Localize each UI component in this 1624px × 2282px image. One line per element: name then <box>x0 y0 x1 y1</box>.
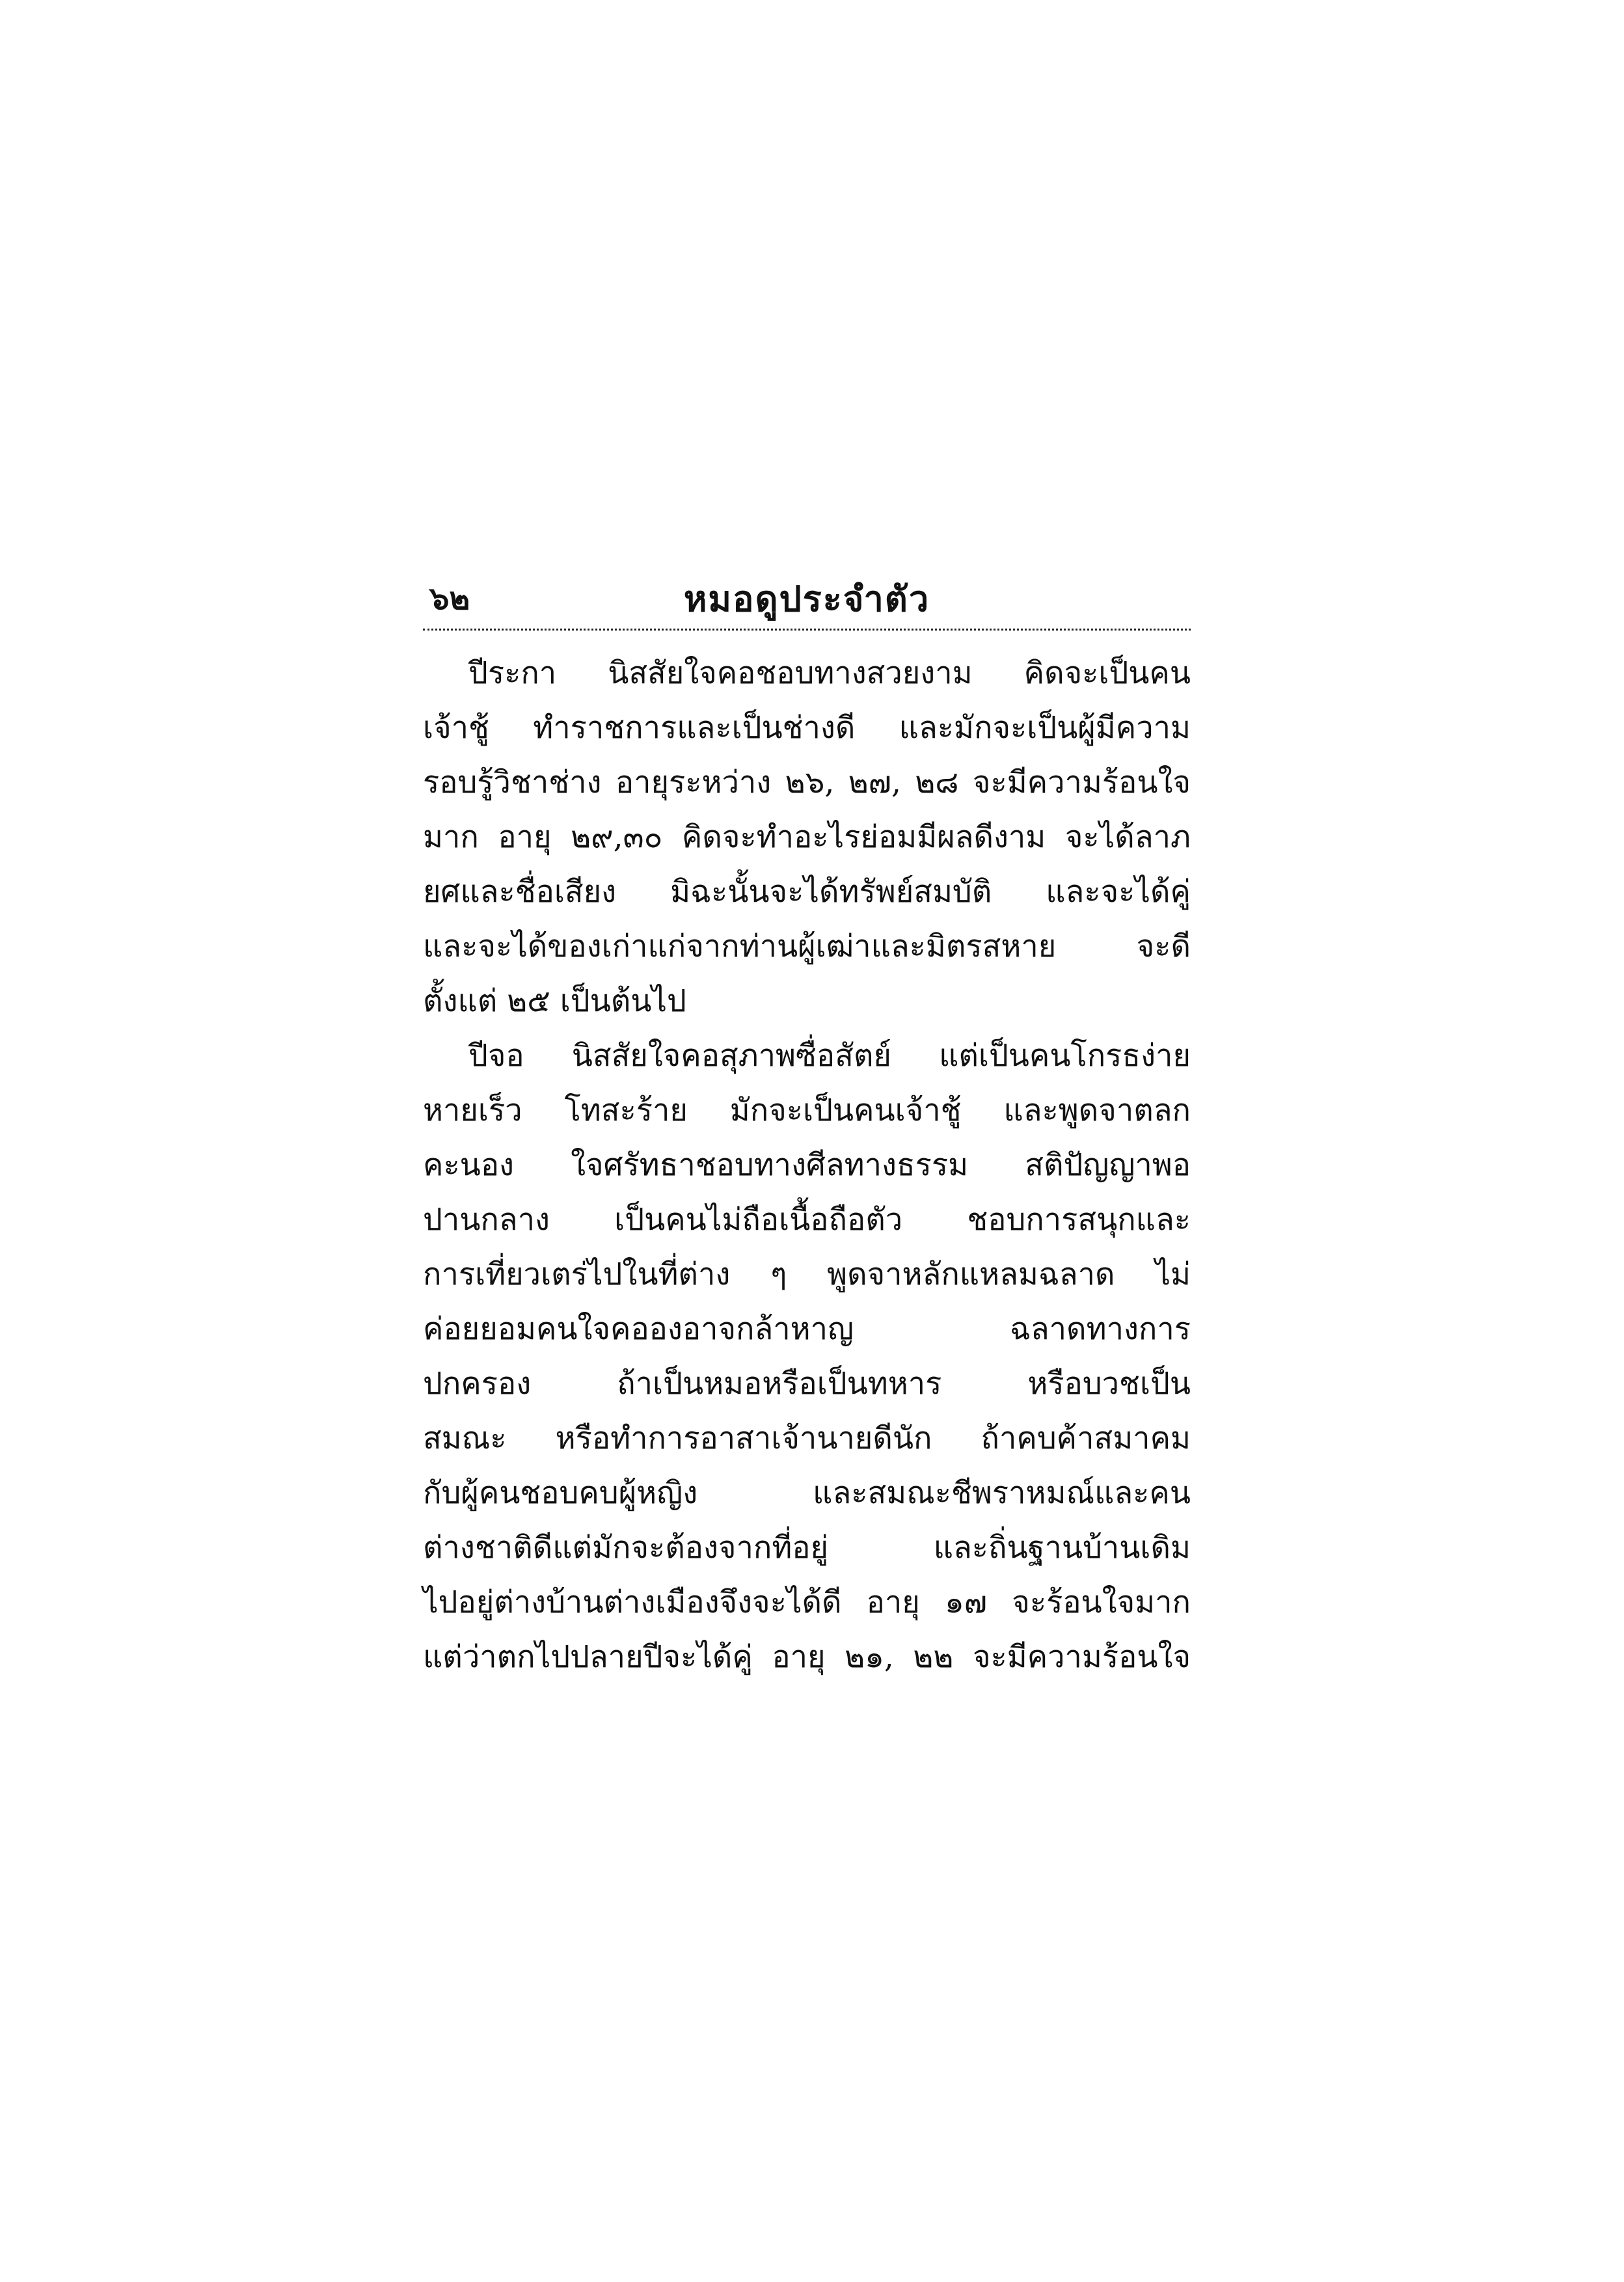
text-line: ยศและชื่อเสียง มิฉะนั้นจะได้ทรัพย์สมบัติ และจะได้คู่ <box>423 874 1191 910</box>
text-line: ตั้งแต่ ๒๕ เป็นต้นไป <box>423 983 686 1019</box>
text-line: ปานกลาง เป็นคนไม่ถือเนื้อถือตัว ชอบการสนุกและ <box>423 1202 1191 1238</box>
text-line: มาก อายุ ๒๙,๓๐ คิดจะทำอะไรย่อมมีผลดีงาม จะได้ลาภ <box>423 819 1191 855</box>
text-line: ปีระกา นิสสัยใจคอชอบทางสวยงาม คิดจะเป็นคน <box>468 655 1191 691</box>
book-title: หมอดูประจำตัว <box>683 578 930 619</box>
text-line: ค่อยยอมคนใจคอองอาจกล้าหาญ ฉลาดทางการ <box>423 1311 1191 1347</box>
text-line: กับผู้คนชอบคบผู้หญิง และสมณะชีพราหมณ์และคน <box>423 1475 1191 1511</box>
text-line: ต่างชาติดีแต่มักจะต้องจากที่อยู่ และถิ่นฐานบ้านเดิม <box>423 1530 1191 1566</box>
dotted-divider <box>423 629 1191 631</box>
paragraph-dog-year <box>423 1029 1191 1685</box>
page-number: ๖๒ <box>429 580 470 617</box>
text-line: ไปอยู่ต่างบ้านต่างเมืองจึงจะได้ดี อายุ ๑๗ จะร้อนใจมาก <box>423 1584 1191 1620</box>
text-line: ปกครอง ถ้าเป็นหมอหรือเป็นทหาร หรือบวชเป็น <box>423 1366 1191 1402</box>
body-text <box>423 646 1191 1685</box>
text-line: เจ้าชู้ ทำราชการและเป็นช่างดี และมักจะเป็นผู้มีความ <box>423 710 1191 746</box>
text-line: แต่ว่าตกไปปลายปีจะได้คู่ อายุ ๒๑, ๒๒ จะมีความร้อนใจ <box>423 1639 1191 1675</box>
text-line: คะนอง ใจศรัทธาชอบทางศีลทางธรรม สติปัญญาพอ <box>423 1147 1191 1183</box>
text-line: หายเร็ว โทสะร้าย มักจะเป็นคนเจ้าชู้ และพูดจาตลก <box>423 1093 1191 1128</box>
running-header <box>423 573 1191 625</box>
text-line: รอบรู้วิชาช่าง อายุระหว่าง ๒๖, ๒๗, ๒๘ จะมีความร้อนใจ <box>423 765 1191 800</box>
book-page <box>423 573 1191 1685</box>
text-line: ปีจอ นิสสัยใจคอสุภาพซื่อสัตย์ แต่เป็นคนโกรธง่าย <box>468 1038 1191 1074</box>
text-line: และจะได้ของเก่าแก่จากท่านผู้เฒ่าและมิตรสหาย จะดี <box>423 929 1191 964</box>
paragraph-rooster-year <box>423 646 1191 1029</box>
text-line: สมณะ หรือทำการอาสาเจ้านายดีนัก ถ้าคบค้าสมาคม <box>423 1420 1191 1456</box>
text-line: การเที่ยวเตร่ไปในที่ต่าง ๆ พูดจาหลักแหลมฉลาด ไม่ <box>423 1256 1191 1292</box>
